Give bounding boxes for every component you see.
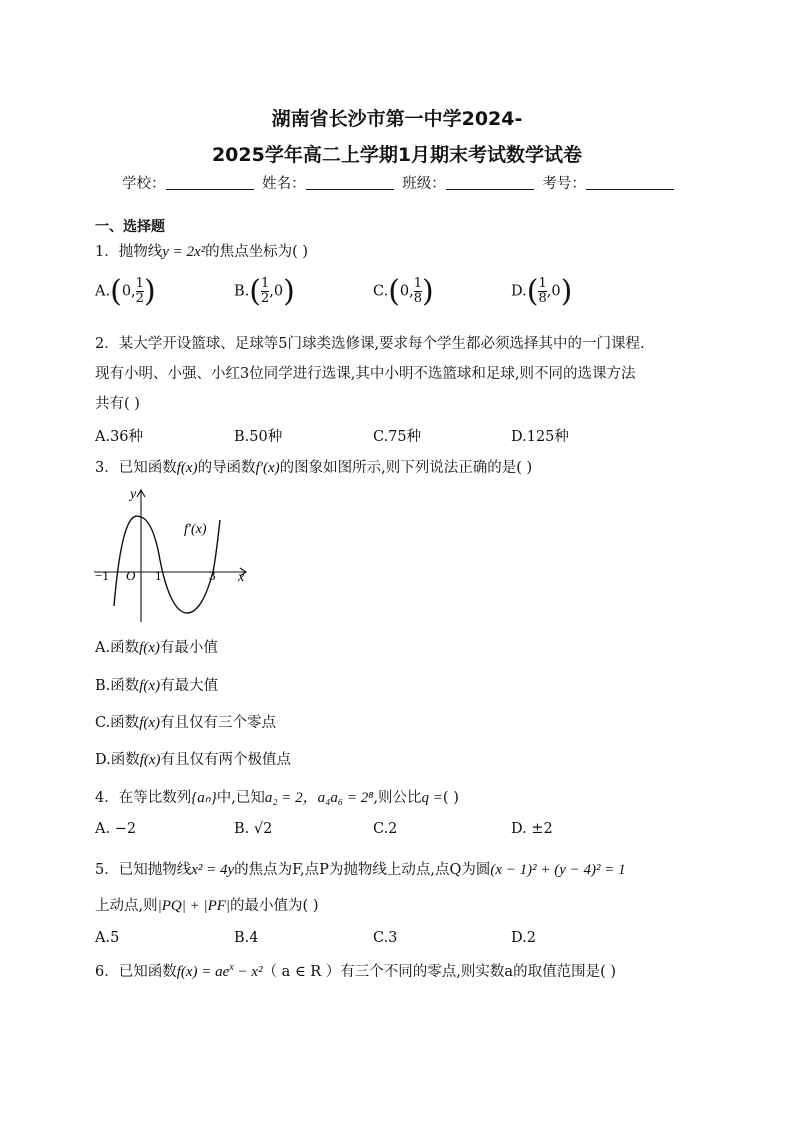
q1-option-b[interactable]: B.( $\frac{1}{2}$ ,0): [234, 274, 295, 309]
question-5-line-2: 上动点,则|PQ| + |PF|的最小值为( ): [95, 898, 319, 914]
x-axis-label: x: [238, 570, 245, 585]
question-4-stem: 4．在等比数列{aₙ}中,已知a₂ = 2，a₄a₆ = 2⁸,则公比q =( ): [95, 790, 459, 806]
q5-option-b[interactable]: B.4: [234, 930, 259, 946]
school-blank[interactable]: [166, 175, 254, 190]
origin-label: O: [126, 568, 136, 583]
curve-label: f′(x): [184, 522, 207, 537]
school-label: 学校：: [122, 176, 166, 192]
q4-option-b[interactable]: B. √2: [234, 821, 273, 837]
parabola-equation: y = 2x²: [162, 244, 206, 260]
class-blank[interactable]: [446, 175, 534, 190]
q3-option-c[interactable]: C.函数f(x)有且仅有三个零点: [95, 715, 277, 731]
q2-option-a[interactable]: A.36种: [95, 429, 144, 445]
q2-option-b[interactable]: B.50种: [234, 429, 283, 445]
section-heading: 一、选择题: [95, 219, 165, 235]
student-info-row: [122, 172, 678, 193]
q5-option-a[interactable]: A.5: [95, 930, 120, 946]
question-5-line-1: 5．已知抛物线x² = 4y的焦点为F,点P为抛物线上动点,点Q为圆(x − 1)² + (y − 4)² = 1: [95, 862, 626, 878]
title-line-1: 湖南省长沙市第一中学2024-: [271, 108, 523, 130]
question-1-stem: 1．抛物线y = 2x²的焦点坐标为( ): [95, 244, 309, 260]
q2-option-c[interactable]: C.75种: [373, 429, 422, 445]
name-blank[interactable]: [306, 175, 394, 190]
q1-option-c[interactable]: C.(0, $\frac{1}{8}$ ): [373, 274, 434, 309]
number-label: 考号：: [542, 176, 586, 192]
title-line-2: 2025学年高二上学期1月期末考试数学试卷: [211, 144, 583, 166]
q2-option-d[interactable]: D.125种: [511, 429, 569, 445]
q3-option-a[interactable]: A.函数f(x)有最小值: [95, 640, 218, 656]
question-2-line-3: 共有( ): [95, 396, 140, 412]
number-blank[interactable]: [586, 175, 674, 190]
question-3-stem: 3．已知函数f(x)的导函数f′(x)的图象如图所示,则下列说法正确的是( ): [95, 460, 533, 476]
q5-option-c[interactable]: C.3: [373, 930, 398, 946]
q4-option-d[interactable]: D. ±2: [511, 821, 553, 837]
question-6-stem: 6．已知函数$f(x) = ae^x - x^2$（ a ∈ R ）有三个不同的零点,则实数a的取值范围是( ): [95, 962, 616, 980]
question-2-line-2: 现有小明、小强、小红3位同学进行选课,其中小明不选篮球和足球,则不同的选课方法: [95, 366, 636, 382]
q3-option-d[interactable]: D.函数f(x)有且仅有两个极值点: [95, 752, 292, 768]
q4-option-c[interactable]: C.2: [373, 821, 398, 837]
q1-option-a[interactable]: A.(0, $\frac{1}{2}$ ): [95, 274, 156, 309]
q5-option-d[interactable]: D.2: [511, 930, 536, 946]
tick-label-neg1: −1: [95, 568, 109, 583]
question-2-line-1: 2．某大学开设篮球、足球等5门球类选修课,要求每个学生都必须选择其中的一门课程.: [95, 336, 645, 352]
derivative-graph: [90, 482, 260, 628]
class-label: 班级：: [402, 176, 446, 192]
name-label: 姓名：: [262, 176, 306, 192]
q3-option-b[interactable]: B.函数f(x)有最大值: [95, 678, 219, 694]
q1-option-d[interactable]: D.( $\frac{1}{8}$ ,0): [511, 274, 573, 309]
tick-label-1: 1: [155, 568, 162, 583]
tick-label-3: 3: [209, 568, 216, 583]
y-axis-label: y: [130, 487, 137, 502]
q4-option-a[interactable]: A. −2: [95, 821, 137, 837]
